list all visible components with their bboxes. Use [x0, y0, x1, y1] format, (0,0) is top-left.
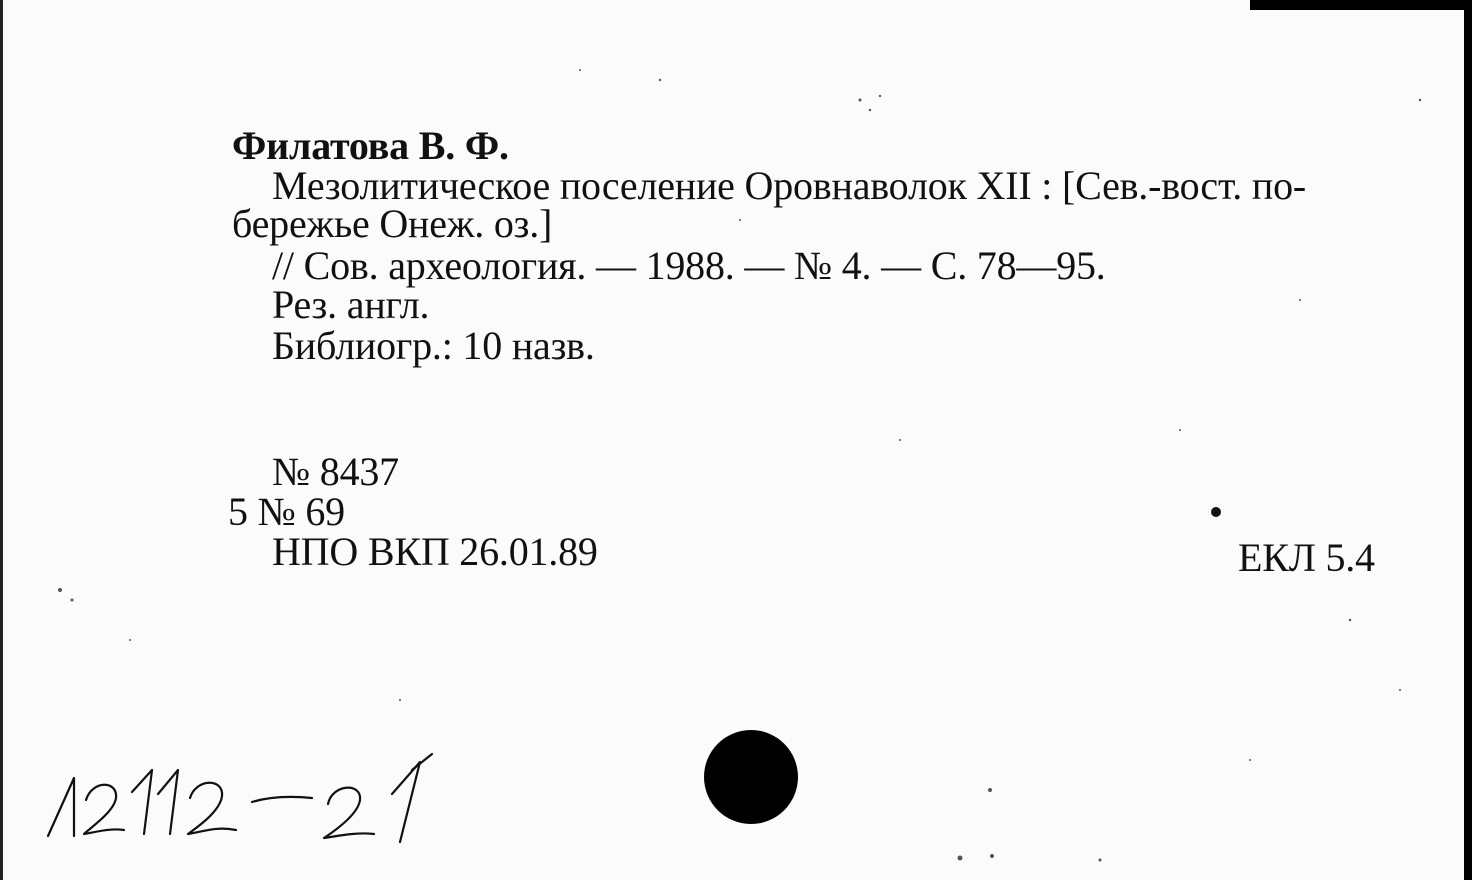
card-bibliography-note: Библиогр.: 10 назв. [272, 323, 595, 368]
card-title-line-1: Мезолитическое поселение Оровнаволок XII : [Сев.-вост. по- [272, 163, 1306, 208]
card-left-edge-shadow [0, 0, 3, 880]
card-top-edge-shadow [1250, 0, 1472, 10]
card-classification: ЕКЛ 5.4 [1238, 535, 1375, 580]
card-author: Филатова В. Ф. [232, 123, 509, 168]
card-summary-note: Рез. англ. [272, 282, 430, 327]
card-source: // Сов. археология. — 1988. — № 4. — С. 78—95. [272, 243, 1106, 288]
card-registration-number: № 8437 [272, 449, 399, 494]
card-issue-number: 5 № 69 [228, 489, 345, 534]
punch-hole [704, 730, 798, 824]
card-right-edge-shadow [1464, 0, 1472, 880]
card-title-line-2: бережье Онеж. оз.] [232, 201, 553, 246]
handwritten-code [40, 740, 460, 850]
card-publisher-date: НПО ВКП 26.01.89 [272, 529, 598, 574]
